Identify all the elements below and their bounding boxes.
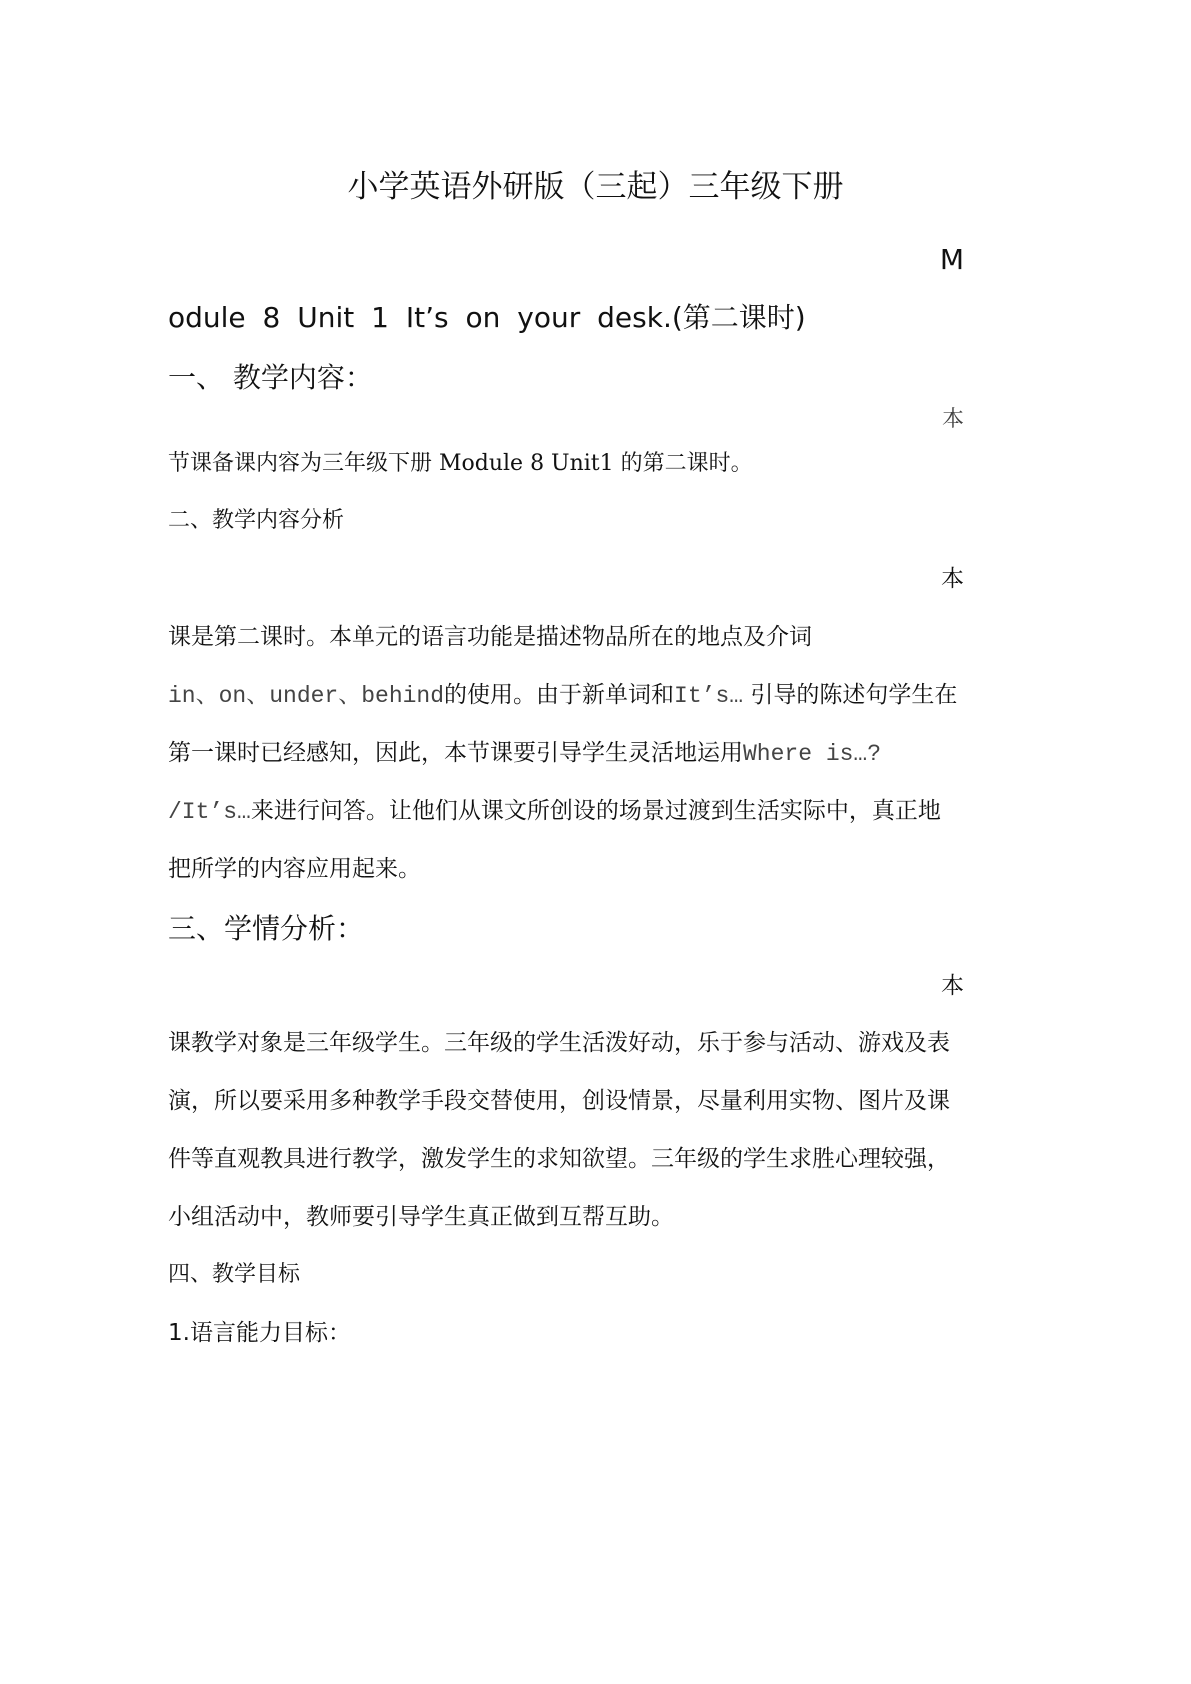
section2-line4-mono: /It’s…: [168, 799, 251, 825]
section2-line1: 课是第二课时。本单元的语言功能是描述物品所在的地点及介词: [168, 624, 812, 650]
section2-first-char: 本: [941, 566, 964, 592]
section3-line4: 小组活动中，教师要引导学生真正做到互帮互助。: [168, 1204, 674, 1230]
section1-line1-sans: 的第二课时。: [620, 451, 753, 476]
document-title: 小学英语外研版（三起）三年级下册: [347, 169, 844, 205]
section1-heading: 一、 教学内容：: [168, 361, 373, 394]
section2-line4: [168, 800, 941, 824]
section3-line1: 课教学对象是三年级学生。三年级的学生活泼好动，乐于参与活动、游戏及表: [168, 1030, 950, 1056]
section4-item1: 1.语言能力目标：: [168, 1320, 351, 1346]
section3-line3: 件等直观教具进行教学，激发学生的求知欲望。三年级的学生求胜心理较强，: [168, 1146, 950, 1172]
section2-line2: [168, 684, 957, 708]
section2-line5: 把所学的内容应用起来。: [168, 856, 421, 882]
section4-heading: 四、教学目标: [168, 1262, 301, 1287]
section1-first-char: 本: [941, 407, 964, 432]
section2-line2-b: 引导的陈述句学生在: [743, 682, 958, 708]
section2-line3: [168, 742, 881, 766]
subtitle-text: odule 8 Unit 1 It’s on your desk.(第二课时): [168, 301, 806, 334]
section2-line3-a: 第一课时已经感知，因此，本节课要引导学生灵活地运用: [168, 740, 743, 766]
section2-line4-a: 来进行问答。让他们从课文所创设的场景过渡到生活实际中，真正地: [250, 798, 941, 824]
section1-line1-serif: 节课备课内容为三年级下册 Module 8 Unit1: [168, 451, 621, 476]
section2-line2-mono2: It’s…: [674, 683, 744, 709]
section3-heading: 三、学情分析：: [168, 912, 365, 945]
section3-line2: 演，所以要采用多种教学手段交替使用，创设情景，尽量利用实物、图片及课: [168, 1088, 950, 1114]
section2-line3-mono: Where is…?: [743, 741, 882, 767]
section2-heading: 二、教学内容分析: [168, 508, 345, 533]
section2-line2-a: 的使用。由于新单词和: [444, 682, 675, 708]
section2-line2-mono: in、on、under、behind: [168, 683, 445, 709]
subtitle-first-char: M: [939, 243, 964, 276]
section3-first-char: 本: [941, 973, 964, 999]
section1-line1: [168, 453, 753, 475]
